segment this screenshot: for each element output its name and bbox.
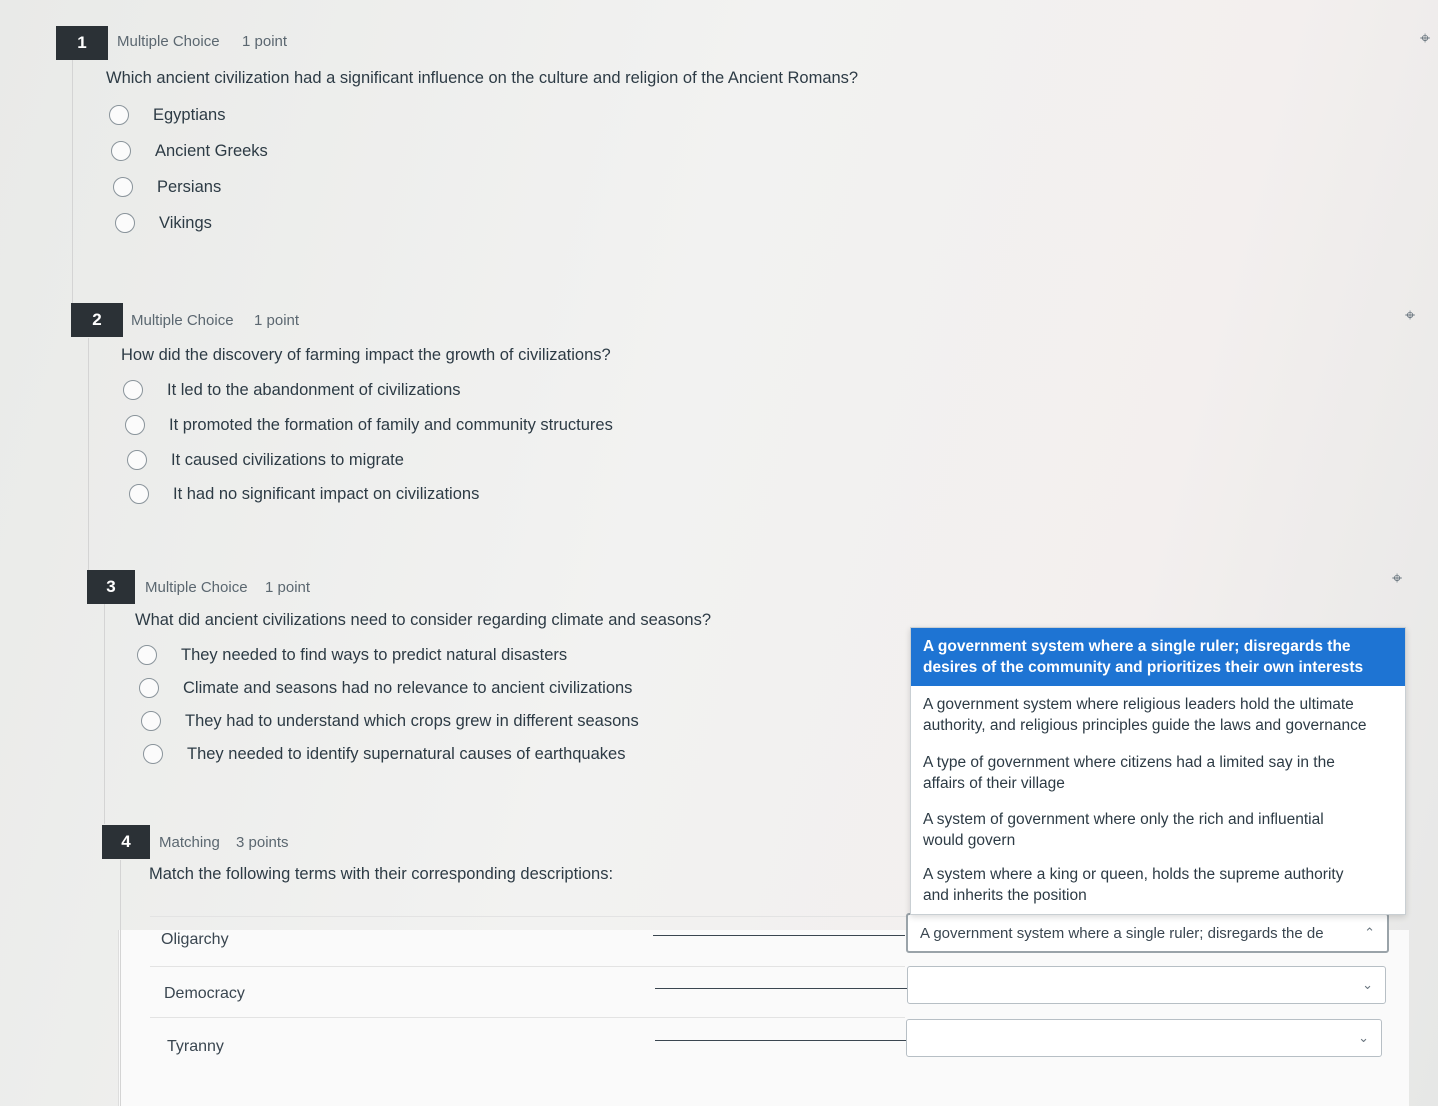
- option-text-line: would govern: [923, 832, 1016, 849]
- radio-button[interactable]: [141, 711, 161, 731]
- question-1-type: Multiple Choice: [117, 33, 220, 50]
- question-4-type: Matching: [159, 834, 220, 851]
- match-term-oligarchy: Oligarchy: [161, 931, 229, 948]
- question-4-border: [120, 860, 121, 1106]
- question-2-option-3[interactable]: [127, 450, 404, 470]
- question-2-text: How did the discovery of farming impact the growth of civilizations?: [121, 346, 611, 364]
- question-2-option-1[interactable]: [123, 380, 461, 400]
- radio-button[interactable]: [127, 450, 147, 470]
- question-1-option-1[interactable]: [109, 105, 225, 125]
- option-label: They had to understand which crops grew in different seasons: [185, 711, 639, 730]
- question-1-text: Which ancient civilization had a significant influence on the culture and religion of the Ancient Romans?: [106, 69, 859, 87]
- match-term-democracy: Democracy: [164, 985, 245, 1002]
- radio-button[interactable]: [113, 177, 133, 197]
- option-text-line: A system where a king or queen, holds the supreme authority: [923, 866, 1344, 883]
- option-text-line: and inherits the position: [923, 887, 1087, 904]
- option-text-line: A type of government where citizens had a limited say in the: [923, 754, 1335, 771]
- row-divider: [150, 1017, 905, 1018]
- option-text-line: A government system where religious leaders hold the ultimate: [923, 696, 1354, 713]
- tyranny-answer-select[interactable]: [906, 1019, 1382, 1057]
- matching-area: [118, 930, 1409, 1106]
- match-connector-line: [655, 988, 907, 989]
- question-1-border: [72, 58, 73, 308]
- question-1-points: 1 point: [242, 33, 288, 50]
- option-label: It had no significant impact on civilizations: [173, 484, 480, 503]
- row-divider: [150, 916, 910, 917]
- question-3-number: 3: [87, 570, 135, 604]
- question-3-option-2[interactable]: [139, 678, 632, 698]
- dropdown-option-5[interactable]: [911, 864, 1405, 906]
- question-2-type: Multiple Choice: [131, 312, 234, 329]
- question-3-option-4[interactable]: [143, 744, 625, 764]
- question-2-border: [88, 338, 89, 578]
- question-4-number: 4: [102, 825, 150, 859]
- option-label: Persians: [157, 177, 222, 196]
- question-3-points: 1 point: [265, 579, 311, 596]
- radio-button[interactable]: [111, 141, 131, 161]
- dropdown-option-4[interactable]: [911, 809, 1405, 851]
- radio-button[interactable]: [137, 645, 157, 665]
- question-2-option-4[interactable]: [129, 484, 479, 504]
- question-2-option-2[interactable]: [125, 415, 613, 435]
- chevron-up-icon: ⌃: [1364, 925, 1375, 940]
- question-3-text: What did ancient civilizations need to consider regarding climate and seasons?: [135, 611, 711, 629]
- radio-button[interactable]: [109, 105, 129, 125]
- question-2-points: 1 point: [254, 312, 300, 329]
- match-term-tyranny: Tyranny: [167, 1038, 224, 1055]
- select-value: A government system where a single ruler; disregards the de: [920, 924, 1324, 942]
- radio-button[interactable]: [123, 380, 143, 400]
- radio-button[interactable]: [125, 415, 145, 435]
- radio-button[interactable]: [143, 744, 163, 764]
- question-4-points: 3 points: [236, 834, 289, 851]
- pin-icon[interactable]: ⌖: [1420, 28, 1431, 48]
- row-divider: [150, 966, 905, 967]
- option-text-line: affairs of their village: [923, 775, 1065, 792]
- option-label: Vikings: [159, 213, 212, 232]
- question-1-option-2[interactable]: [111, 141, 268, 161]
- question-3-option-3[interactable]: [141, 711, 639, 731]
- option-label: It led to the abandonment of civilizations: [167, 380, 461, 399]
- option-label: It promoted the formation of family and community structures: [169, 415, 613, 434]
- question-1-option-4[interactable]: [115, 213, 212, 233]
- chevron-down-icon: ⌄: [1362, 977, 1373, 992]
- option-label: It caused civilizations to migrate: [171, 450, 404, 469]
- question-3-type: Multiple Choice: [145, 579, 248, 596]
- question-1-option-3[interactable]: [113, 177, 221, 197]
- option-text-line: desires of the community and prioritizes their own interests: [923, 659, 1364, 676]
- option-label: Egyptians: [153, 105, 226, 124]
- option-label: Climate and seasons had no relevance to ancient civilizations: [183, 678, 633, 697]
- question-2-number: 2: [71, 303, 123, 337]
- chevron-down-icon: ⌄: [1358, 1030, 1369, 1045]
- question-3-option-1[interactable]: [137, 645, 567, 665]
- option-label: They needed to find ways to predict natural disasters: [181, 645, 568, 664]
- match-connector-line: [655, 1040, 907, 1041]
- dropdown-option-1[interactable]: [911, 628, 1405, 686]
- option-label: They needed to identify supernatural causes of earthquakes: [187, 744, 626, 763]
- question-1-number: 1: [56, 26, 108, 60]
- match-connector-line: [653, 935, 905, 936]
- radio-button[interactable]: [115, 213, 135, 233]
- pin-icon[interactable]: ⌖: [1405, 305, 1416, 325]
- option-text-line: A government system where a single ruler; disregards the: [923, 638, 1351, 655]
- pin-icon[interactable]: ⌖: [1392, 568, 1403, 588]
- oligarchy-answer-select[interactable]: [906, 913, 1389, 953]
- option-text-line: authority, and religious principles guide the laws and governance: [923, 717, 1367, 734]
- option-text-line: A system of government where only the rich and influential: [923, 811, 1324, 828]
- question-3-border: [104, 604, 105, 824]
- answer-dropdown-list: [910, 627, 1406, 915]
- radio-button[interactable]: [139, 678, 159, 698]
- dropdown-option-2[interactable]: [911, 694, 1405, 736]
- dropdown-option-3[interactable]: [911, 752, 1405, 794]
- question-4-text: Match the following terms with their corresponding descriptions:: [149, 865, 614, 883]
- option-label: Ancient Greeks: [155, 141, 268, 160]
- radio-button[interactable]: [129, 484, 149, 504]
- democracy-answer-select[interactable]: [907, 966, 1386, 1004]
